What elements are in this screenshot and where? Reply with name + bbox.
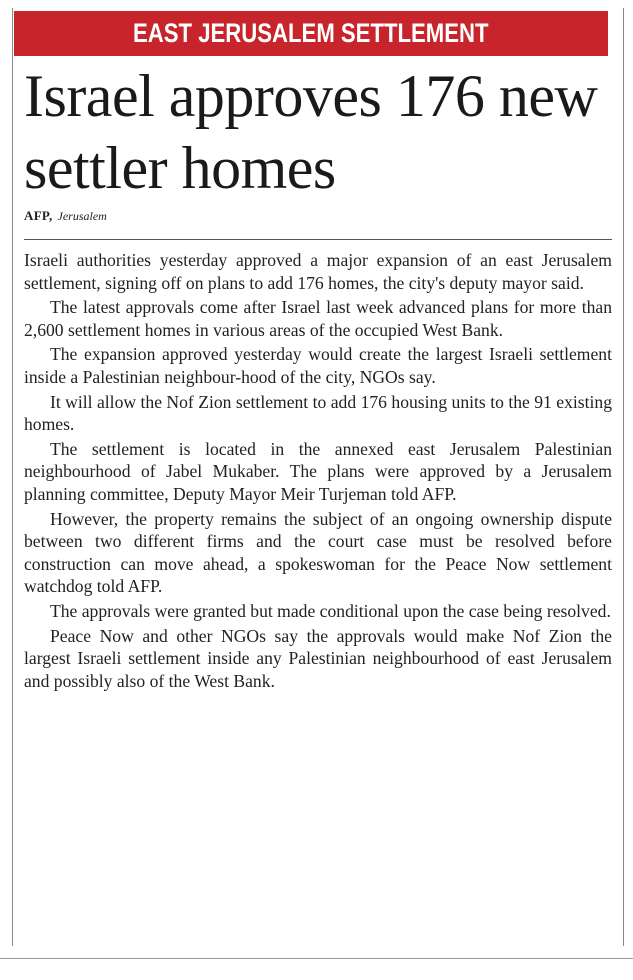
article-paragraph: The approvals were granted but made conditional upon the case being resolved. xyxy=(50,600,611,621)
clipping-bottom-edge xyxy=(0,958,633,959)
article-byline xyxy=(24,208,107,224)
article-body xyxy=(24,249,612,694)
article-paragraph: It will allow the Nof Zion settlement to add 176 housing units to the 91 existing homes. xyxy=(24,391,612,435)
article-paragraph: Israeli authorities yesterday approved a major expansion of an east Jerusalem settlement, signing off on plans to add 176 homes, the city's deputy mayor said. xyxy=(24,250,612,293)
headline-divider xyxy=(24,239,612,240)
article-paragraph: Peace Now and other NGOs say the approvals would make Nof Zion the largest Israeli settlement inside any Palestinian neighbourhood of east Jerusalem and possibly also of the West Bank. xyxy=(24,625,612,691)
article-headline: Israel approves 176 new settler homes xyxy=(24,63,598,201)
article-paragraph: The latest approvals come after Israel last week advanced plans for more than 2,600 settlement homes in various areas of the occupied West Bank. xyxy=(24,297,612,340)
section-kicker-banner xyxy=(14,11,608,56)
article-paragraph: The settlement is located in the annexed east Jerusalem Palestinian neighbourhood of Jabel Mukaber. The plans were approved by a Jerusalem planning committee, Deputy Mayor Meir Turjeman told AFP. xyxy=(24,438,612,504)
article-paragraph: The expansion approved yesterday would create the largest Israeli settlement inside a Palestinian neighbour-hood of the city, NGOs say. xyxy=(24,344,612,387)
section-kicker-label: EAST JERUSALEM SETTLEMENT xyxy=(133,18,489,48)
article-paragraph: However, the property remains the subject of an ongoing ownership dispute between two different firms and the court case must be resolved before construction can move ahead, a spokeswoman for the Peace Now settlement watchdog told AFP. xyxy=(24,508,612,597)
byline-agency: AFP, xyxy=(24,208,53,223)
byline-dateline: Jerusalem xyxy=(57,209,107,223)
